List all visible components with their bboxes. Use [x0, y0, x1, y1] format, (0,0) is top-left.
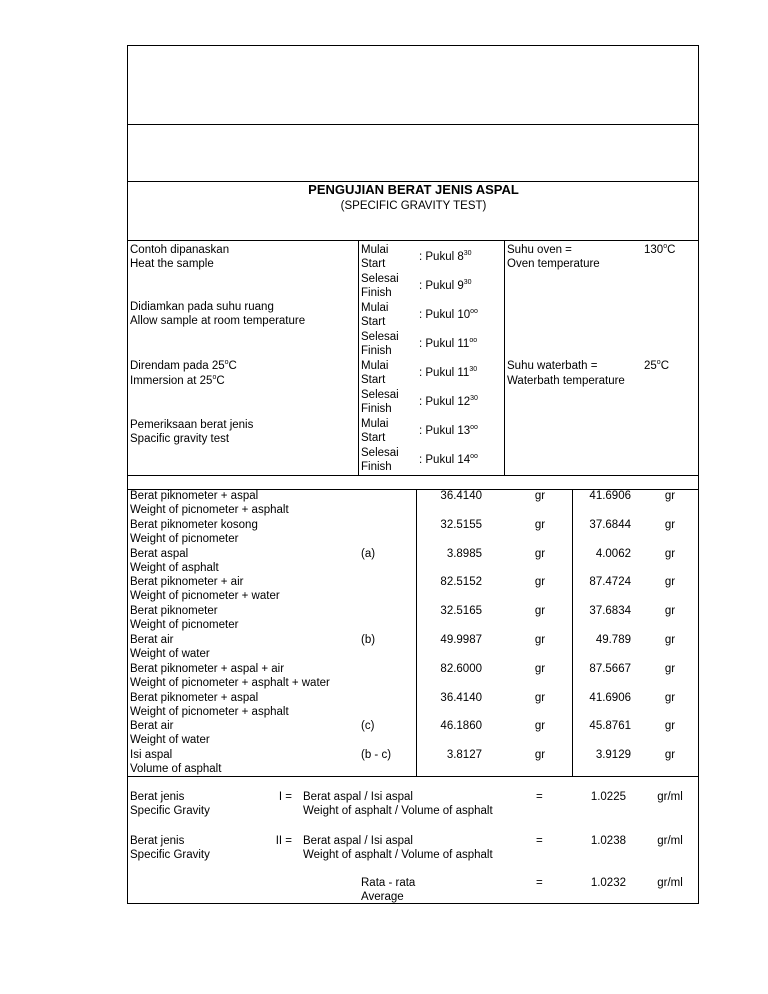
result-formula-id: Berat aspal / Isi aspal: [303, 791, 413, 803]
measure-label-id: Berat air: [130, 720, 174, 732]
schedule-top-line: [128, 240, 699, 241]
measure-value-2: 3.9129: [595, 749, 631, 761]
measure-unit-2: gr: [664, 519, 676, 531]
result-number: I =: [278, 791, 292, 803]
result-value: 1.0225: [590, 791, 626, 803]
measure-value-1: 3.8127: [446, 749, 482, 761]
measure-label-en: Weight of picnometer + asphalt: [130, 504, 289, 516]
result-unit: gr/ml: [657, 835, 683, 847]
measure-unit-1: gr: [534, 519, 546, 531]
measure-value-2: 87.5667: [589, 663, 631, 675]
result-unit: gr/ml: [657, 791, 683, 803]
measure-unit-1: gr: [534, 663, 546, 675]
step-immersion-en: Immersion at 25$^o$C: [130, 374, 225, 387]
time-label-id: Selesai: [361, 331, 399, 343]
measure-unit-2: gr: [664, 490, 676, 502]
measure-unit-2: gr: [664, 548, 676, 560]
oven-label-en: Oven temperature: [507, 258, 600, 270]
measure-tag: (c): [361, 720, 375, 732]
measure-value-1: 46.1860: [440, 720, 482, 732]
measure-label-en: Weight of picnometer + asphalt: [130, 706, 289, 718]
page-subtitle: (SPECIFIC GRAVITY TEST): [340, 200, 487, 212]
measure-label-id: Berat piknometer: [130, 605, 218, 617]
measure-tag: (b): [361, 634, 376, 646]
measure-unit-2: gr: [664, 663, 676, 675]
average-equals: =: [536, 877, 543, 889]
measure-unit-1: gr: [534, 720, 546, 732]
measure-label-id: Berat air: [130, 634, 174, 646]
measure-unit-1: gr: [534, 749, 546, 761]
measure-value-2: 49.789: [595, 634, 631, 646]
measure-unit-1: gr: [534, 548, 546, 560]
time-value: : Pukul $12^{30}$: [419, 395, 478, 408]
result-formula-id: Berat aspal / Isi aspal: [303, 835, 413, 847]
time-value: : Pukul $13^{oo}$: [419, 424, 478, 437]
result-value: 1.0238: [590, 835, 626, 847]
step-heat-id: Contoh dipanaskan: [130, 244, 230, 256]
time-label-id: Mulai: [361, 360, 389, 372]
measure-value-2: 41.6906: [589, 490, 631, 502]
measure-unit-2: gr: [664, 605, 676, 617]
result-equals: =: [536, 835, 543, 847]
measure-value-1: 36.4140: [440, 490, 482, 502]
measure-value-1: 49.9987: [440, 634, 482, 646]
result-label-id: Berat jenis: [130, 791, 185, 803]
time-value: : Pukul $11^{30}$: [419, 366, 478, 379]
oven-value: 130$^o$C: [644, 243, 676, 256]
measure-col-line-1: [416, 489, 417, 776]
measure-unit-1: gr: [534, 490, 546, 502]
measure-unit-1: gr: [534, 605, 546, 617]
step-gravity-id: Pemeriksaan berat jenis: [130, 419, 254, 431]
measure-value-2: 41.6906: [589, 692, 631, 704]
measure-value-1: 36.4140: [440, 692, 482, 704]
step-heat-en: Heat the sample: [130, 258, 214, 270]
measure-label-id: Berat piknometer + air: [130, 576, 244, 588]
measure-value-1: 82.6000: [440, 663, 482, 675]
result-equals: =: [536, 791, 543, 803]
measure-unit-2: gr: [664, 576, 676, 588]
measure-label-en: Volume of asphalt: [130, 763, 222, 775]
result-label-id: Berat jenis: [130, 835, 185, 847]
time-label-id: Mulai: [361, 244, 389, 256]
result-formula-en: Weight of asphalt / Volume of asphalt: [303, 849, 493, 861]
time-value: : Pukul $11^{oo}$: [419, 337, 478, 350]
result-label-en: Specific Gravity: [130, 805, 210, 817]
time-label-id: Selesai: [361, 389, 399, 401]
measure-label-id: Berat piknometer + aspal: [130, 692, 259, 704]
time-value: : Pukul $10^{oo}$: [419, 308, 478, 321]
result-formula-en: Weight of asphalt / Volume of asphalt: [303, 805, 493, 817]
waterbath-label-id: Suhu waterbath =: [507, 360, 598, 372]
waterbath-label-en: Waterbath temperature: [507, 375, 625, 387]
measure-value-2: 37.6844: [589, 519, 631, 531]
time-label-en: Start: [361, 374, 386, 386]
measure-label-en: Weight of asphalt: [130, 562, 219, 574]
measure-value-2: 45.8761: [589, 720, 631, 732]
time-label-en: Start: [361, 432, 386, 444]
step-gravity-en: Spacific gravity test: [130, 433, 230, 445]
measure-tag: (a): [361, 548, 376, 560]
measure-label-en: Weight of picnometer + water: [130, 590, 280, 602]
measure-unit-2: gr: [664, 634, 676, 646]
measure-value-2: 37.6834: [589, 605, 631, 617]
measure-bottom-line: [128, 776, 699, 777]
header-divider-1: [128, 124, 699, 125]
measure-unit-1: gr: [534, 634, 546, 646]
time-label-en: Start: [361, 258, 386, 270]
measure-value-1: 32.5155: [440, 519, 482, 531]
result-number: II =: [275, 835, 292, 847]
result-label-en: Specific Gravity: [130, 849, 210, 861]
time-label-id: Mulai: [361, 302, 389, 314]
average-unit: gr/ml: [657, 877, 683, 889]
measure-unit-1: gr: [534, 692, 546, 704]
average-label-en: Average: [361, 891, 404, 903]
step-room-id: Didiamkan pada suhu ruang: [130, 301, 274, 313]
measure-unit-1: gr: [534, 576, 546, 588]
time-label-id: Selesai: [361, 447, 399, 459]
time-label-en: Start: [361, 316, 386, 328]
time-label-en: Finish: [361, 287, 392, 299]
measure-label-id: Berat piknometer kosong: [130, 519, 258, 531]
average-label-id: Rata - rata: [361, 877, 416, 889]
time-label-id: Mulai: [361, 418, 389, 430]
measure-label-en: Weight of water: [130, 648, 210, 660]
time-label-id: Selesai: [361, 273, 399, 285]
step-room-en: Allow sample at room temperature: [130, 315, 306, 327]
measure-label-en: Weight of picnometer: [130, 533, 239, 545]
measure-unit-2: gr: [664, 749, 676, 761]
time-label-en: Finish: [361, 403, 392, 415]
measure-label-en: Weight of picnometer + asphalt + water: [130, 677, 330, 689]
measure-unit-2: gr: [664, 720, 676, 732]
measure-value-2: 87.4724: [589, 576, 631, 588]
measure-tag: (b - c): [361, 749, 392, 761]
time-label-en: Finish: [361, 461, 392, 473]
measure-unit-2: gr: [664, 692, 676, 704]
time-value: : Pukul $14^{oo}$: [419, 453, 478, 466]
measure-label-id: Berat aspal: [130, 548, 189, 560]
measure-value-1: 32.5165: [440, 605, 482, 617]
measure-label-id: Berat piknometer + aspal: [130, 490, 259, 502]
oven-label-id: Suhu oven =: [507, 244, 572, 256]
average-value: 1.0232: [590, 877, 626, 889]
time-value: : Pukul $9^{30}$: [419, 279, 472, 292]
measure-label-id: Isi aspal: [130, 749, 173, 761]
page-title: PENGUJIAN BERAT JENIS ASPAL: [308, 182, 519, 197]
measure-label-en: Weight of water: [130, 734, 210, 746]
time-label-en: Finish: [361, 345, 392, 357]
measure-value-1: 82.5152: [440, 576, 482, 588]
waterbath-value: 25$^o$C: [644, 359, 670, 372]
measure-label-en: Weight of picnometer: [130, 619, 239, 631]
time-value: : Pukul $8^{30}$: [419, 250, 472, 263]
step-immersion-id: Direndam pada 25$^o$C: [130, 359, 237, 372]
schedule-bottom-line: [128, 475, 699, 476]
measure-label-id: Berat piknometer + aspal + air: [130, 663, 285, 675]
schedule-col-line-1: [358, 240, 359, 475]
schedule-col-line-2: [504, 240, 505, 475]
measure-value-2: 4.0062: [595, 548, 631, 560]
measure-value-1: 3.8985: [446, 548, 482, 560]
